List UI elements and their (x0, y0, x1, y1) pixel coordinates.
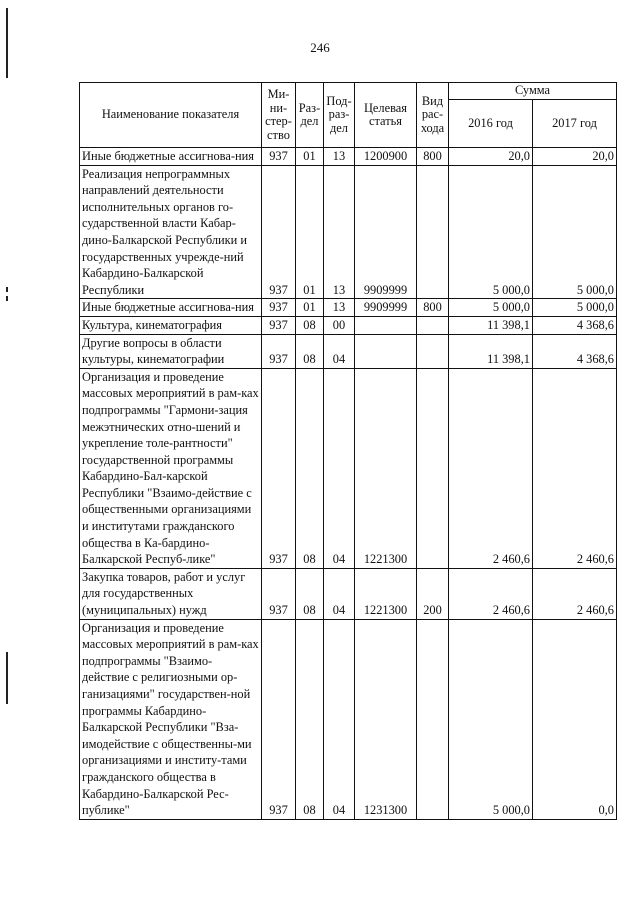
row-2016-cell: 5 000,0 (449, 619, 533, 819)
row-2017-cell: 0,0 (533, 619, 617, 819)
row-ministry-cell: 937 (262, 148, 296, 166)
row-name-cell: Организация и проведение массовых мероприятий в рам-ках подпрограммы "Взаимо-действие с религиозными ор-ганизациями" государствен-ной программы Кабардино-Балкарской Республики "Вза-имодействие с общественны-ми организациями и институ-тами гражданского общества в Кабардино-Балкарской Рес-публике" (80, 619, 262, 819)
page-number: 246 (310, 40, 330, 55)
table-row (80, 299, 617, 317)
row-2017-cell: 2 460,6 (533, 568, 617, 619)
row-expense-type-cell (417, 165, 449, 299)
budget-table (79, 82, 617, 820)
table-row (80, 316, 617, 334)
row-2016-cell: 11 398,1 (449, 334, 533, 368)
row-subsection-cell: 04 (324, 568, 355, 619)
row-ministry-cell: 937 (262, 299, 296, 317)
row-2017-cell: 2 460,6 (533, 368, 617, 568)
row-expense-type-cell (417, 316, 449, 334)
header-target: Целевая статья (355, 83, 417, 148)
row-subsection-cell: 04 (324, 368, 355, 568)
row-name-cell: Иные бюджетные ассигнова-ния (80, 299, 262, 317)
header-sum: Сумма (449, 83, 617, 100)
table-row (80, 568, 617, 619)
row-target-cell: 1221300 (355, 368, 417, 568)
row-expense-type-cell (417, 368, 449, 568)
header-ministry: Ми-ни-стер-ство (262, 83, 296, 148)
row-2017-cell: 5 000,0 (533, 299, 617, 317)
row-expense-type-cell (417, 619, 449, 819)
row-subsection-cell: 13 (324, 299, 355, 317)
row-ministry-cell: 937 (262, 619, 296, 819)
margin-tick-mid-2 (6, 296, 8, 301)
row-2016-cell: 2 460,6 (449, 368, 533, 568)
row-target-cell: 1221300 (355, 568, 417, 619)
row-name-cell: Организация и проведение массовых мероприятий в рам-ках подпрограммы "Гармони-зация межэтнических отно-шений и укрепление толе-рантности" государственной программы Кабардино-Бал-карской Республики "Взаимо-действие с общественными организациями и институтами гражданского общества в Ка-бардино-Балкарской Респуб-лике" (80, 368, 262, 568)
table-row (80, 165, 617, 299)
row-2016-cell: 5 000,0 (449, 299, 533, 317)
row-subsection-cell: 04 (324, 619, 355, 819)
row-target-cell: 9909999 (355, 165, 417, 299)
header-row-1 (80, 83, 617, 100)
row-2017-cell: 20,0 (533, 148, 617, 166)
margin-line-bottom (6, 652, 8, 704)
row-section-cell: 08 (296, 316, 324, 334)
row-ministry-cell: 937 (262, 316, 296, 334)
table-row (80, 619, 617, 819)
row-section-cell: 08 (296, 368, 324, 568)
row-section-cell: 08 (296, 568, 324, 619)
row-target-cell: 1200900 (355, 148, 417, 166)
header-name: Наименование показателя (80, 83, 262, 148)
row-name-cell: Закупка товаров, работ и услуг для государственных (муниципальных) нужд (80, 568, 262, 619)
margin-tick-mid (6, 287, 8, 292)
row-section-cell: 01 (296, 165, 324, 299)
row-subsection-cell: 13 (324, 148, 355, 166)
row-2016-cell: 20,0 (449, 148, 533, 166)
row-ministry-cell: 937 (262, 334, 296, 368)
row-2017-cell: 4 368,6 (533, 334, 617, 368)
header-subsection: Под-раз-дел (324, 83, 355, 148)
row-2016-cell: 5 000,0 (449, 165, 533, 299)
row-section-cell: 08 (296, 334, 324, 368)
table-row (80, 334, 617, 368)
row-expense-type-cell: 800 (417, 299, 449, 317)
row-2017-cell: 5 000,0 (533, 165, 617, 299)
row-section-cell: 01 (296, 299, 324, 317)
row-ministry-cell: 937 (262, 568, 296, 619)
row-name-cell: Реализация непрограммных направлений деятельности исполнительных органов го-сударственной власти Кабар-дино-Балкарской Республики и государственных учрежде-ний Кабардино-Балкарской Республики (80, 165, 262, 299)
row-ministry-cell: 937 (262, 368, 296, 568)
header-section: Раз-дел (296, 83, 324, 148)
table-row (80, 148, 617, 166)
row-name-cell: Другие вопросы в области культуры, кинематографии (80, 334, 262, 368)
header-expense-type: Вид рас-хода (417, 83, 449, 148)
table-row (80, 368, 617, 568)
row-subsection-cell: 00 (324, 316, 355, 334)
header-year-2016: 2016 год (449, 99, 533, 148)
row-target-cell (355, 316, 417, 334)
margin-line-top (6, 8, 8, 78)
table-body (80, 148, 617, 820)
row-subsection-cell: 04 (324, 334, 355, 368)
row-section-cell: 08 (296, 619, 324, 819)
row-expense-type-cell: 200 (417, 568, 449, 619)
row-2016-cell: 11 398,1 (449, 316, 533, 334)
row-name-cell: Иные бюджетные ассигнова-ния (80, 148, 262, 166)
row-target-cell (355, 334, 417, 368)
row-2016-cell: 2 460,6 (449, 568, 533, 619)
row-section-cell: 01 (296, 148, 324, 166)
row-expense-type-cell: 800 (417, 148, 449, 166)
row-subsection-cell: 13 (324, 165, 355, 299)
row-target-cell: 1231300 (355, 619, 417, 819)
row-name-cell: Культура, кинематография (80, 316, 262, 334)
header-year-2017: 2017 год (533, 99, 617, 148)
row-ministry-cell: 937 (262, 165, 296, 299)
row-expense-type-cell (417, 334, 449, 368)
row-2017-cell: 4 368,6 (533, 316, 617, 334)
row-target-cell: 9909999 (355, 299, 417, 317)
